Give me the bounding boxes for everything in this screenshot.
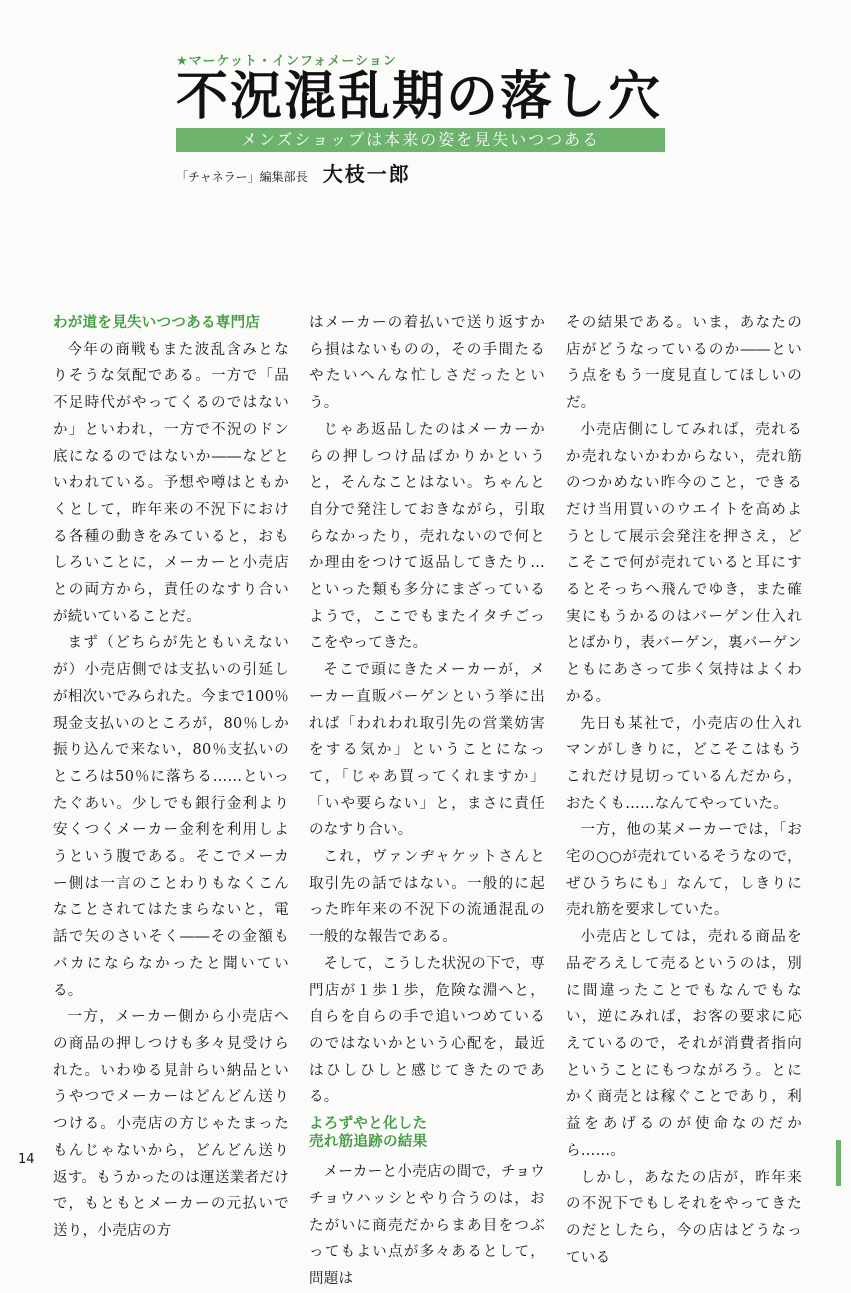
paragraph: まず（どちらが先ともいえないが）小売店側では支払いの引延しが相次いでみられた。今まで100％現金支払いのところが，80％しか振り込んで来ない，80％支払いのところは50％に落ちる……といったぐあい。少しでも銀行金利より安くつくメーカー金利を利用しようという腹である。そこでメーカー側は一言のことわりもなくこんなことされてはたまらないと，電話で矢のさいそく――その金額もバカにならなかったと聞いている。 <box>53 635 289 999</box>
paragraph: 一方，メーカー側から小売店への商品の押しつけも多々見受けられた。いわゆる見計らい納品というやつでメーカーはどんどん送りつける。小売店の方じゃたまったもんじゃないから，どんどん送り返す。もうかったのは運送業者だけで，もともとメーカーの元払いで送り，小売店の方 <box>53 1009 289 1239</box>
section-heading <box>309 1115 545 1151</box>
page-number: 14 <box>18 1152 35 1167</box>
section-heading-line: よろずやと化した <box>309 1116 428 1133</box>
paragraph: はメーカーの着払いで送り返すから損はないものの，その手間たるやたいへんな忙しさだったという。 <box>309 315 545 412</box>
byline <box>176 158 411 187</box>
article-title: 不況混乱期の落し穴 <box>176 67 663 127</box>
paragraph: これ，ヴァンヂャケットさんと取引先の話ではない。一般的に起った昨年来の不況下の流通混乱の一般的な報告である。 <box>309 849 545 946</box>
section-heading: わが道を見失いつつある専門店 <box>53 315 261 331</box>
byline-author: 大枝一郎 <box>322 162 411 186</box>
paragraph: 小売店側にしてみれば，売れるか売れないかわからない，売れ筋のつかめない昨今のこと，できるだけ当用買いのウエイトを高めようとして展示会発注を押さえ，どこそこで何が売れていると耳にするとそっちへ飛んでゆき，また確実にもうかるのはバーゲン仕入れとばかり，表バーゲン，裏バーゲンともにあさって歩く気持はよくわかる。 <box>566 421 802 705</box>
column-3 <box>566 310 802 1271</box>
paragraph: しかし，あなたの店が，昨年来の不況下でもしそれをやってきたのだとしたら，今の店はどうなっている <box>566 1169 802 1266</box>
byline-role: 「チャネラー」編集部長 <box>176 170 308 184</box>
section-heading-line: 売れ筋追跡の結果 <box>309 1134 428 1151</box>
column-1 <box>53 310 289 1245</box>
paragraph: 今年の商戦もまた波乱含みとなりそうな気配である。一方で「品不足時代がやってくるのではないか」といわれ，一方で不況のドン底になるのではないか――などといわれている。予想や噂はともかくとして，昨年来の不況下における各種の動きをみていると，おもしろいことに，メーカーと小売店との両方から，責任のなすり合いが続いていることだ。 <box>53 341 289 625</box>
paragraph: そこで頭にきたメーカーが，メーカー直販バーゲンという挙に出れば「われわれ取引先の営業妨害をする気か」ということになって，「じゃあ買ってくれますか」「いや要らない」と，まさに責任のなすり合い。 <box>309 662 545 839</box>
paragraph: 先日も某社で，小売店の仕入れマンがしきりに，どこそこはもうこれだけ見切っているんだから，おたくも……なんてやっていた。 <box>566 715 802 812</box>
kicker: ★マーケット・インフォメーション <box>176 54 397 69</box>
edge-marker <box>836 1140 841 1186</box>
column-2 <box>309 310 545 1293</box>
paragraph: 一方，他の某メーカーでは，「お宅の○○が売れているそうなので，ぜひうちにも」なんて，しきりに売れ筋を要求していた。 <box>566 822 802 919</box>
paragraph: そして，こうした状況の下で，専門店が１歩１歩，危険な淵へと，自らを自らの手で追いつめているのではないかという心配を，最近はひしひしと感じてきたのである。 <box>309 955 545 1106</box>
paragraph: じゃあ返品したのはメーカーからの押しつけ品ばかりかというと，そんなことはない。ちゃんと自分で発注しておきながら，引取らなかったり，売れないので何とか理由をつけて返品してきたり…といった類も多分にまざっているようで，ここでもまたイタチごっこをやってきた。 <box>309 421 545 652</box>
paragraph: メーカーと小売店の間で，チョウチョウハッシとやり合うのは，おたがいに商売だからまあ目をつぶってもよい点が多々あるとして，問題は <box>309 1164 545 1287</box>
paragraph: 小売店としては，売れる商品を品ぞろえして売るというのは，別に間違ったことでもなんでもない，逆にみれば，お客の要求に応えているので，それが消費者指向ということにもつながろう。とにかく商売とは稼ぐことであり，利益をあげるのが使命なのだから……。 <box>566 929 802 1159</box>
paragraph: その結果である。いま，あなたの店がどうなっているのか――という点をもう一度見直してほしいのだ。 <box>566 315 802 412</box>
subtitle-bar: メンズショップは本来の姿を見失いつつある <box>176 128 665 152</box>
